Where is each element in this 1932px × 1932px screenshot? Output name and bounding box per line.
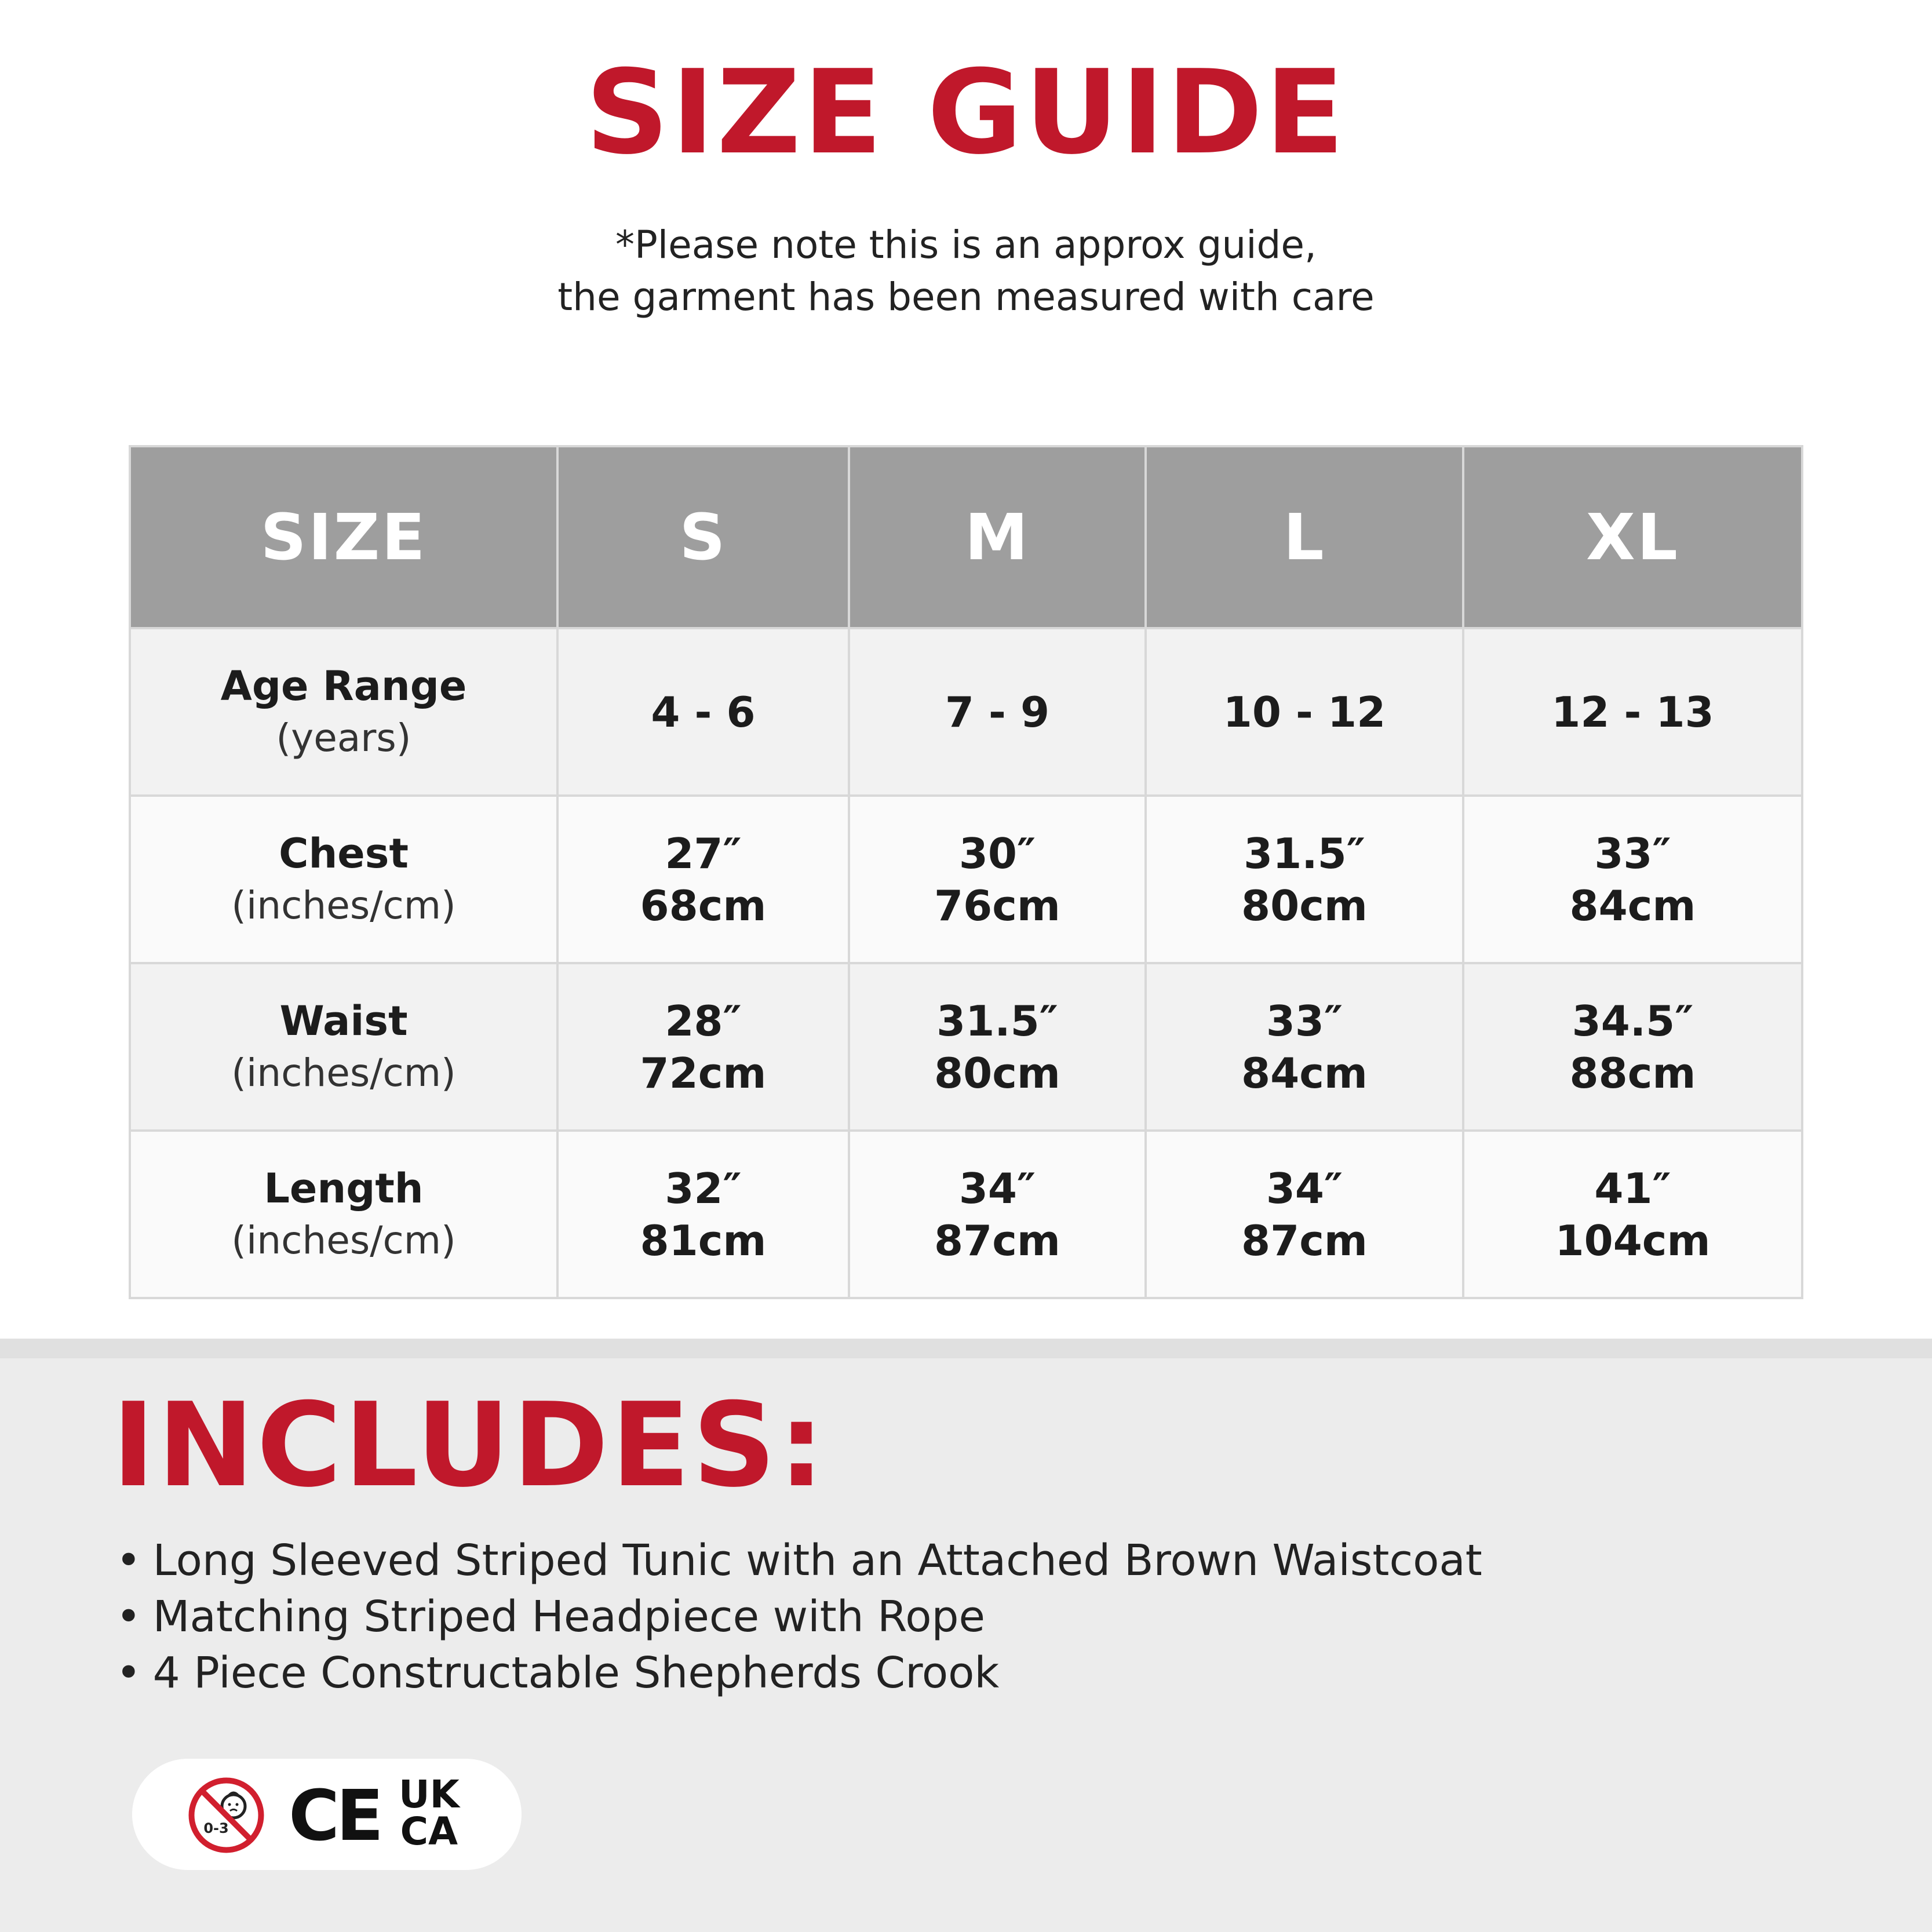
list-item: • Long Sleeved Striped Tunic with an Attached Brown Waistcoat	[116, 1533, 1482, 1589]
cell-inches: 34.5″	[1572, 996, 1694, 1045]
cell-cm: 72cm	[640, 1048, 767, 1098]
cell-cm: 81cm	[640, 1216, 767, 1265]
row-unit: (inches/cm)	[231, 883, 456, 928]
includes-title: INCLUDES:	[112, 1378, 827, 1513]
table-cell	[557, 1131, 849, 1298]
size-table-header-row	[130, 446, 1802, 628]
table-cell	[557, 628, 849, 796]
cell-cm: 87cm	[1241, 1216, 1368, 1265]
table-row-age-range	[130, 628, 1802, 796]
cell-inches: 30″	[958, 829, 1036, 878]
row-label-cell	[130, 796, 557, 963]
age-warning-label: 0-3	[203, 1820, 229, 1836]
table-cell	[849, 796, 1146, 963]
header-l: L	[1146, 446, 1463, 628]
size-note-line-1: *Please note this is an approx guide,	[615, 223, 1317, 267]
table-cell	[1463, 796, 1802, 963]
cell-inches: 41″	[1594, 1164, 1671, 1213]
table-cell	[1146, 963, 1463, 1131]
cell-cm: 84cm	[1569, 881, 1696, 930]
header-m: M	[849, 446, 1146, 628]
table-cell	[1463, 963, 1802, 1131]
row-label-cell	[130, 963, 557, 1131]
table-row-length	[130, 1131, 1802, 1298]
header-s: S	[557, 446, 849, 628]
page-title: SIZE GUIDE	[585, 45, 1347, 180]
row-label: Length	[264, 1164, 424, 1212]
cell-cm: 87cm	[934, 1216, 1060, 1265]
row-label: Chest	[279, 829, 409, 877]
cell-cm: 80cm	[934, 1048, 1060, 1098]
ukca-line-1: UK	[399, 1772, 460, 1817]
cell-value: 10 - 12	[1223, 687, 1386, 737]
certification-badges	[132, 1759, 522, 1870]
cell-cm: 84cm	[1241, 1048, 1368, 1098]
row-unit: (years)	[276, 715, 411, 760]
row-unit: (inches/cm)	[231, 1217, 456, 1263]
ukca-mark-icon	[399, 1772, 460, 1854]
ukca-line-2: CA	[400, 1809, 458, 1854]
not-for-under-3-icon	[187, 1776, 265, 1854]
ce-mark-icon: CE	[289, 1776, 381, 1857]
list-item: • Matching Striped Headpiece with Rope	[116, 1589, 1482, 1645]
cell-inches: 27″	[665, 829, 742, 878]
cell-value: 7 - 9	[945, 687, 1050, 737]
cell-cm: 80cm	[1241, 881, 1368, 930]
cell-cm: 88cm	[1569, 1048, 1696, 1098]
table-row-waist	[130, 963, 1802, 1131]
size-note-line-2: the garment has been measured with care	[557, 275, 1375, 319]
size-table	[129, 445, 1803, 1299]
cell-cm: 104cm	[1555, 1216, 1711, 1265]
cell-value: 4 - 6	[651, 687, 756, 737]
table-cell	[1146, 628, 1463, 796]
size-note	[0, 219, 1932, 323]
table-row-chest	[130, 796, 1802, 963]
includes-list	[116, 1533, 1482, 1701]
cell-cm: 68cm	[640, 881, 767, 930]
list-item: • 4 Piece Constructable Shepherds Crook	[116, 1645, 1482, 1701]
cell-inches: 32″	[665, 1164, 742, 1213]
cell-cm: 76cm	[934, 881, 1060, 930]
row-label: Age Range	[220, 662, 467, 710]
cell-inches: 34″	[958, 1164, 1036, 1213]
table-cell	[557, 963, 849, 1131]
row-unit: (inches/cm)	[231, 1050, 456, 1095]
table-cell	[1146, 796, 1463, 963]
cell-inches: 28″	[665, 996, 742, 1045]
row-label-cell	[130, 628, 557, 796]
table-cell	[849, 963, 1146, 1131]
cell-inches: 31.5″	[936, 996, 1058, 1045]
table-cell	[1146, 1131, 1463, 1298]
header-xl: XL	[1463, 446, 1802, 628]
cell-inches: 34″	[1266, 1164, 1343, 1213]
table-cell	[849, 628, 1146, 796]
cell-value: 12 - 13	[1551, 687, 1714, 737]
table-cell	[557, 796, 849, 963]
cell-inches: 31.5″	[1244, 829, 1365, 878]
cell-inches: 33″	[1266, 996, 1343, 1045]
header-size: SIZE	[130, 446, 557, 628]
table-cell	[1463, 1131, 1802, 1298]
row-label: Waist	[279, 997, 408, 1045]
table-cell	[1463, 628, 1802, 796]
table-cell	[849, 1131, 1146, 1298]
cell-inches: 33″	[1594, 829, 1671, 878]
row-label-cell	[130, 1131, 557, 1298]
